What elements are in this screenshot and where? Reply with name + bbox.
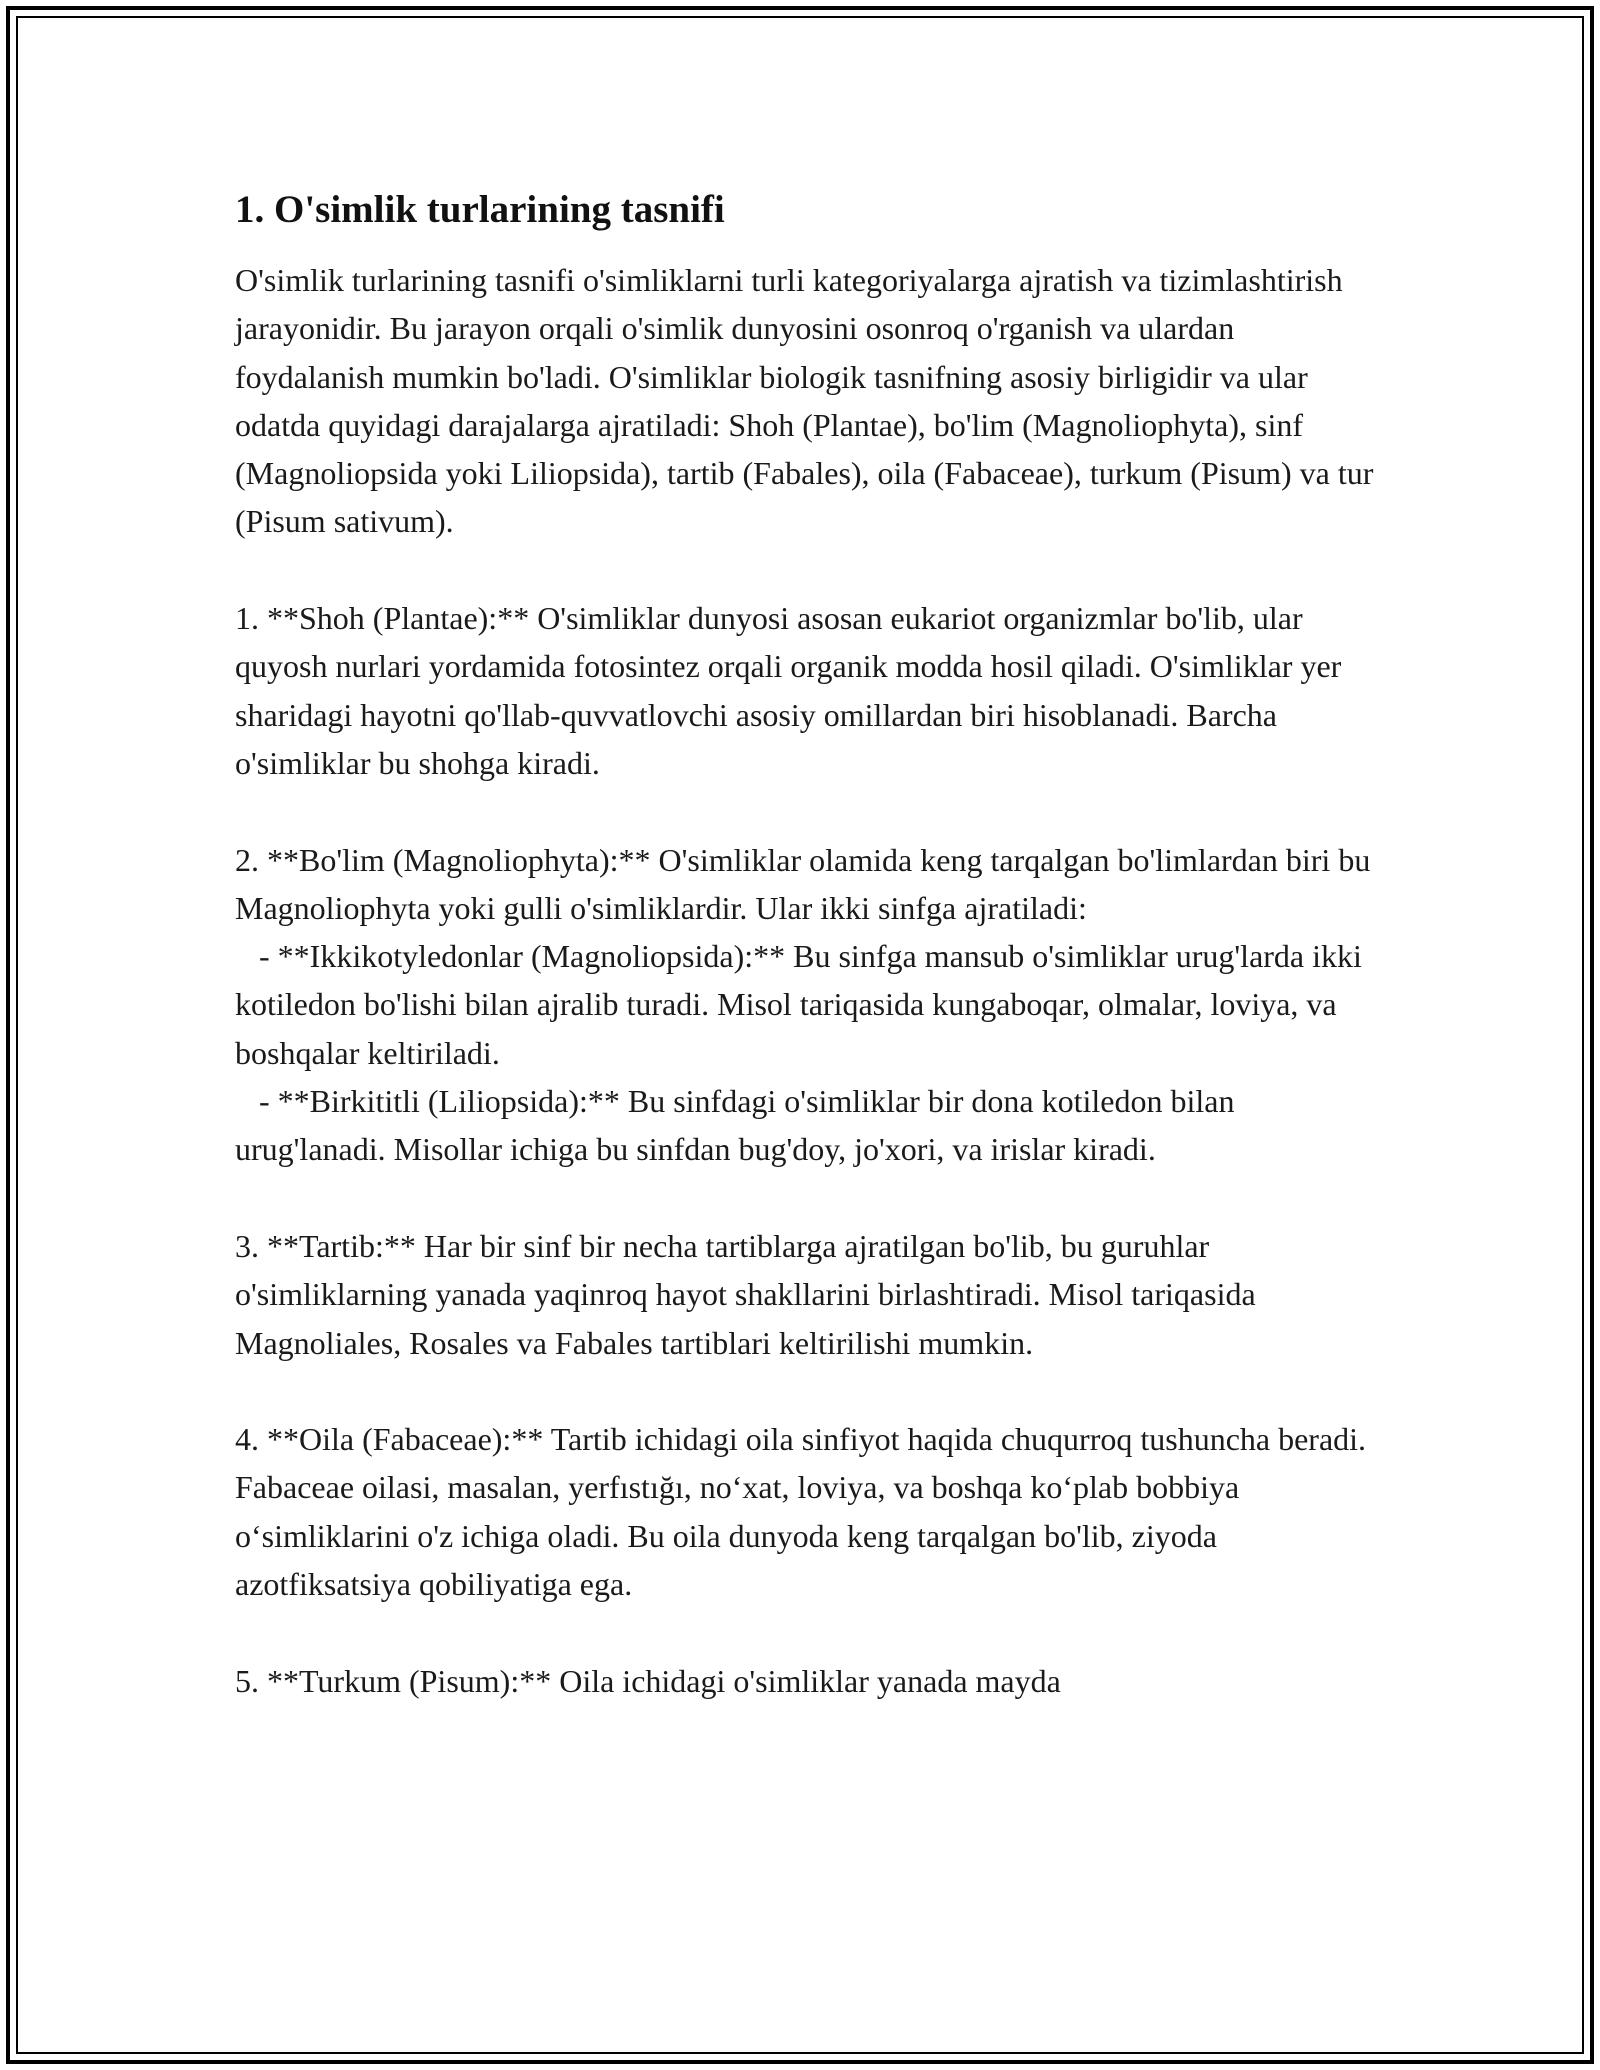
paragraph-shoh: 1. **Shoh (Plantae):** O'simliklar dunyosi asosan eukariot organizmlar bo'lib, ular quyosh nurlari yordamida fotosintez orqali organik modda hosil qiladi. O'simliklar yer sharidagi hayotni qo'llab-quvvatlovchi asosiy omillardan biri hisoblanadi. Barcha o'simliklar bu shohga kiradi. [235,600,1350,781]
document-body [235,186,1382,1705]
paragraph-oila: 4. **Oila (Fabaceae):** Tartib ichidagi oila sinfiyot haqida chuqurroq tushuncha beradi. Fabaceae oilasi, masalan, yerfıstığı, no‘xat, loviya, va boshqa ko‘plab bobbiya o‘simliklarini o'z ichiga oladi. Bu oila dunyoda keng tarqalgan bo'lib, ziyoda azotfiksatsiya qobiliyatiga ega. [235,1421,1375,1603]
section-heading: 1. O'simlik turlarining tasnifi [235,188,725,231]
paragraph-tartib: 3. **Tartib:** Har bir sinf bir necha tartiblarga ajratilgan bo'lib, bu guruhlar o'simliklarning yanada yaqinroq hayot shakllarini birlashtiradi. Misol tariqasida Magnoliales, Rosales va Fabales tartiblari keltirilishi mumkin. [235,1227,1264,1361]
intro-paragraph: O'simlik turlarining tasnifi o'simliklarni turli kategoriyalarga ajratish va tizimlashtirish jarayonidir. Bu jarayon orqali o'simlik dunyosini osonroq o'rganish va ulardan foydalanish mumkin bo'ladi. O'simliklar biologik tasnifning asosiy birligidir va ular odatda quyidagi darajalarga ajratiladi: Shoh (Plantae), bo'lim (Magnoliophyta), sinf (Magnoliopsida yoki Liliopsida), tartib (Fabales), oila (Fabaceae), turkum (Pisum) va tur (Pisum sativum). [235,262,1382,540]
paragraph-turkum: 5. **Turkum (Pisum):** Oila ichidagi o'simliklar yanada mayda [235,1662,1061,1699]
paragraph-bolim: 2. **Bo'lim (Magnoliophyta):** O'simliklar olamida keng tarqalgan bo'limlardan biri bu Magnoliophyta yoki gulli o'simliklardir. Ular ikki sinfga ajratiladi: - **Ikkikotyledonlar (Magnoliopsida):** Bu sinfga mansub o'simliklar urug'larda ikki kotiledon bo'lishi bilan ajralib turadi. Misol tariqasida kungaboqar, olmalar, loviya, va boshqalar keltiriladi. - **Birkititli (Liliopsida):** Bu sinfdagi o'simliklar bir dona kotiledon bilan urug'lanadi. Misollar ichiga bu sinfdan bug'doy, jo'xori, va irislar kiradi. [235,841,1371,1168]
